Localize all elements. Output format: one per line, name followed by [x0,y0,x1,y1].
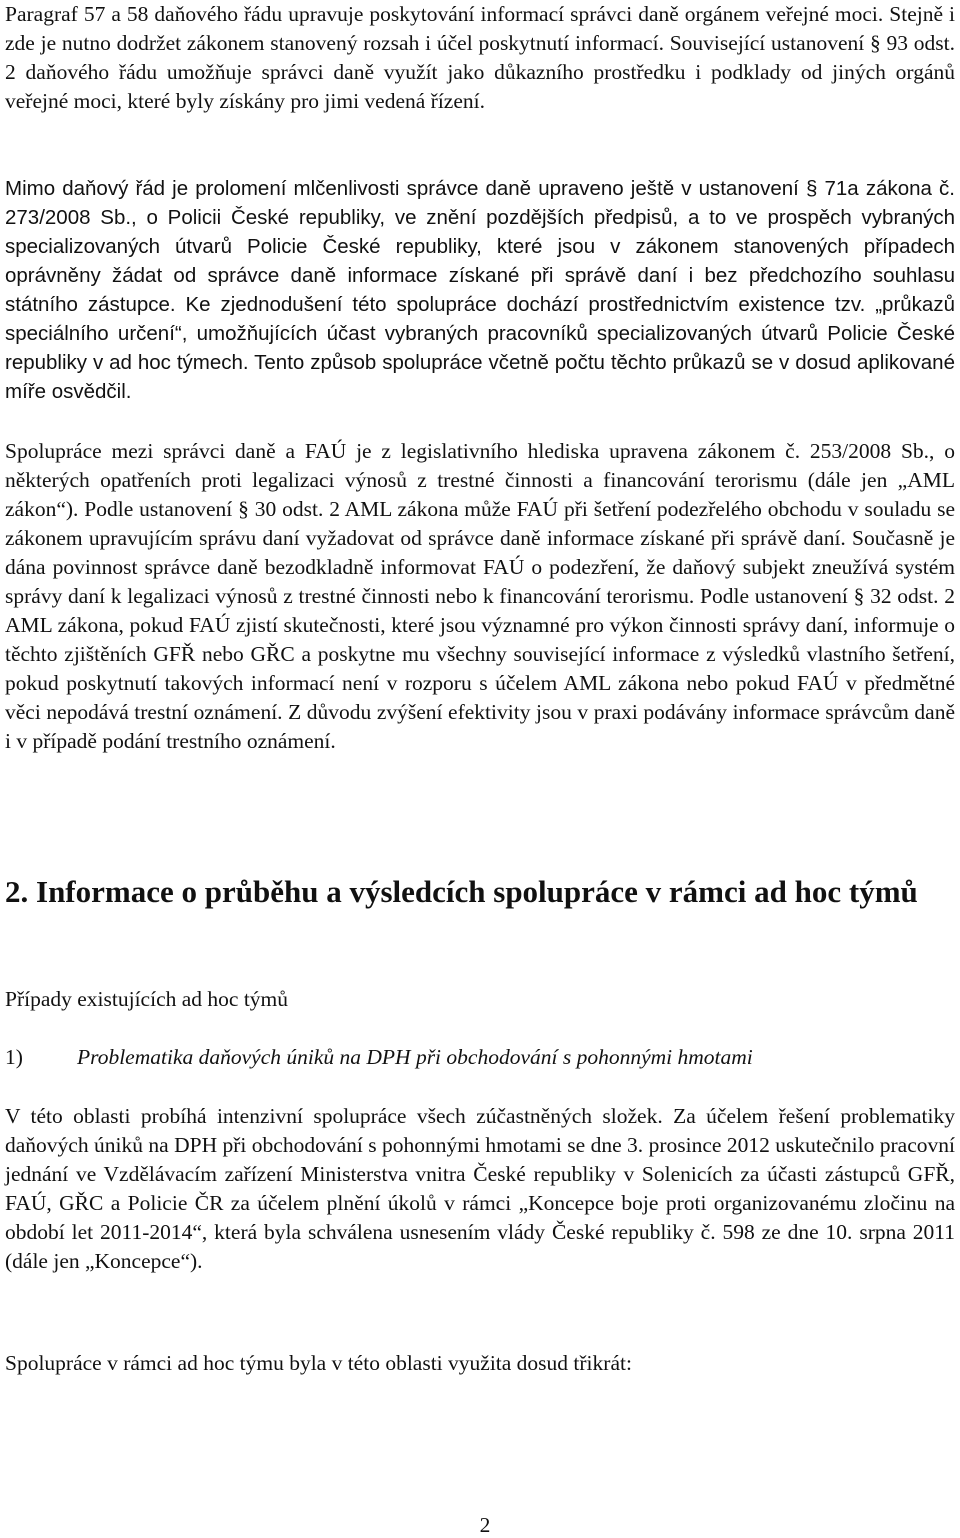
document-page [5,0,955,1537]
paragraph-information-provision: Paragraf 57 a 58 daňového řádu upravuje poskytování informací správci daně orgánem veřejné moci. Stejně i zde je nutno dodržet zákonem stanovený rozsah i účel poskytnutí informací. Související ustanovení § 93 odst. 2 daňového řádu umožňuje správci daně využít jako důkazního prostředku i podklady od jiných orgánů veřejné moci, které byly získány pro jimi vedená řízení. [5,2,955,113]
page-number: 2 [479,1513,491,1537]
section-heading: 2. Informace o průběhu a výsledcích spolupráce v rámci ad hoc týmů [5,874,918,909]
paragraph-police-confidentiality: Mimo daňový řád je prolomení mlčenlivosti správce daně upraveno ještě v ustanovení § 71a zákona č. 273/2008 Sb., o Policii České republiky, ve znění pozdějších předpisů, a to ve prospěch vybraných specializovaných útvarů Policie České republiky, které jsou v zákonem stanovených případech oprávněny žádat od správce daně informace získané při správě daní i bez předchozího souhlasu státního zástupce. Ke zjednodušení této spolupráce dochází prostřednictvím existence tzv. „průkazů speciálního určení“, umožňujících účast vybraných pracovníků specializovaných útvarů Policie České republiky v ad hoc týmech. Tento způsob spolupráce včetně počtu těchto průkazů se v dosud aplikované míře osvědčil. [5,177,955,403]
section-subheading: Případy existujících ad hoc týmů [5,987,289,1011]
list-item-number: 1) [5,1045,23,1069]
paragraph-fau-cooperation: Spolupráce mezi správci daně a FAÚ je z legislativního hlediska upravena zákonem č. 253/2008 Sb., o některých opatřeních proti legalizaci výnosů z trestné činnosti a financování terorismu (dále jen „AML zákon“). Podle ustanovení § 30 odst. 2 AML zákona může FAÚ při šetření podezřelého obchodu v souladu se zákonem upravujícím správu daní vyžadovat od správce daně informace získané při správě daní. Současně je dána povinnost správce daně bezodkladně informovat FAÚ o podezření, že daňový subjekt zneužívá systém správy daní k legalizaci výnosů z trestné činnosti nebo k financování terorismu. Podle ustanovení § 32 odst. 2 AML zákona, pokud FAÚ zjistí skutečnosti, které jsou významné pro výkon činnosti správy daní, informuje o těchto zjištěních GFŘ nebo GŘC a poskytne mu všechny související informace z výsledků vlastního šetření, pokud poskytnutí takových informací není v rozporu s účelem AML zákona nebo pokud FAÚ v předmětné věci nepodává trestní oznámení. Z důvodu zvýšení efektivity jsou v praxi podávány informace správcům daně i v případě podání trestního oznámení. [5,439,955,753]
list-item [5,1043,955,1072]
list-item-text: Problematika daňových úniků na DPH při obchodování s pohonnými hmotami [77,1045,753,1069]
paragraph-fuel-tax-fraud: V této oblasti probíhá intenzivní spolupráce všech zúčastněných složek. Za účelem řešení problematiky daňových úniků na DPH při obchodování s pohonnými hmotami se dne 3. prosince 2012 uskutečnilo pracovní jednání ve Vzdělávacím zařízení Ministerstva vnitra České republiky v Solenicích za účasti zástupců GFŘ, FAÚ, GŘC a Policie ČR za účelem plnění úkolů v rámci „Koncepce boje proti organizovanému zločinu na období let 2011-2014“, která byla schválena usnesením vlády České republiky č. 598 ze dne 10. srpna 2011 (dále jen „Koncepce“). [5,1104,955,1273]
paragraph-team-usage: Spolupráce v rámci ad hoc týmu byla v této oblasti využita dosud třikrát: [5,1351,632,1375]
